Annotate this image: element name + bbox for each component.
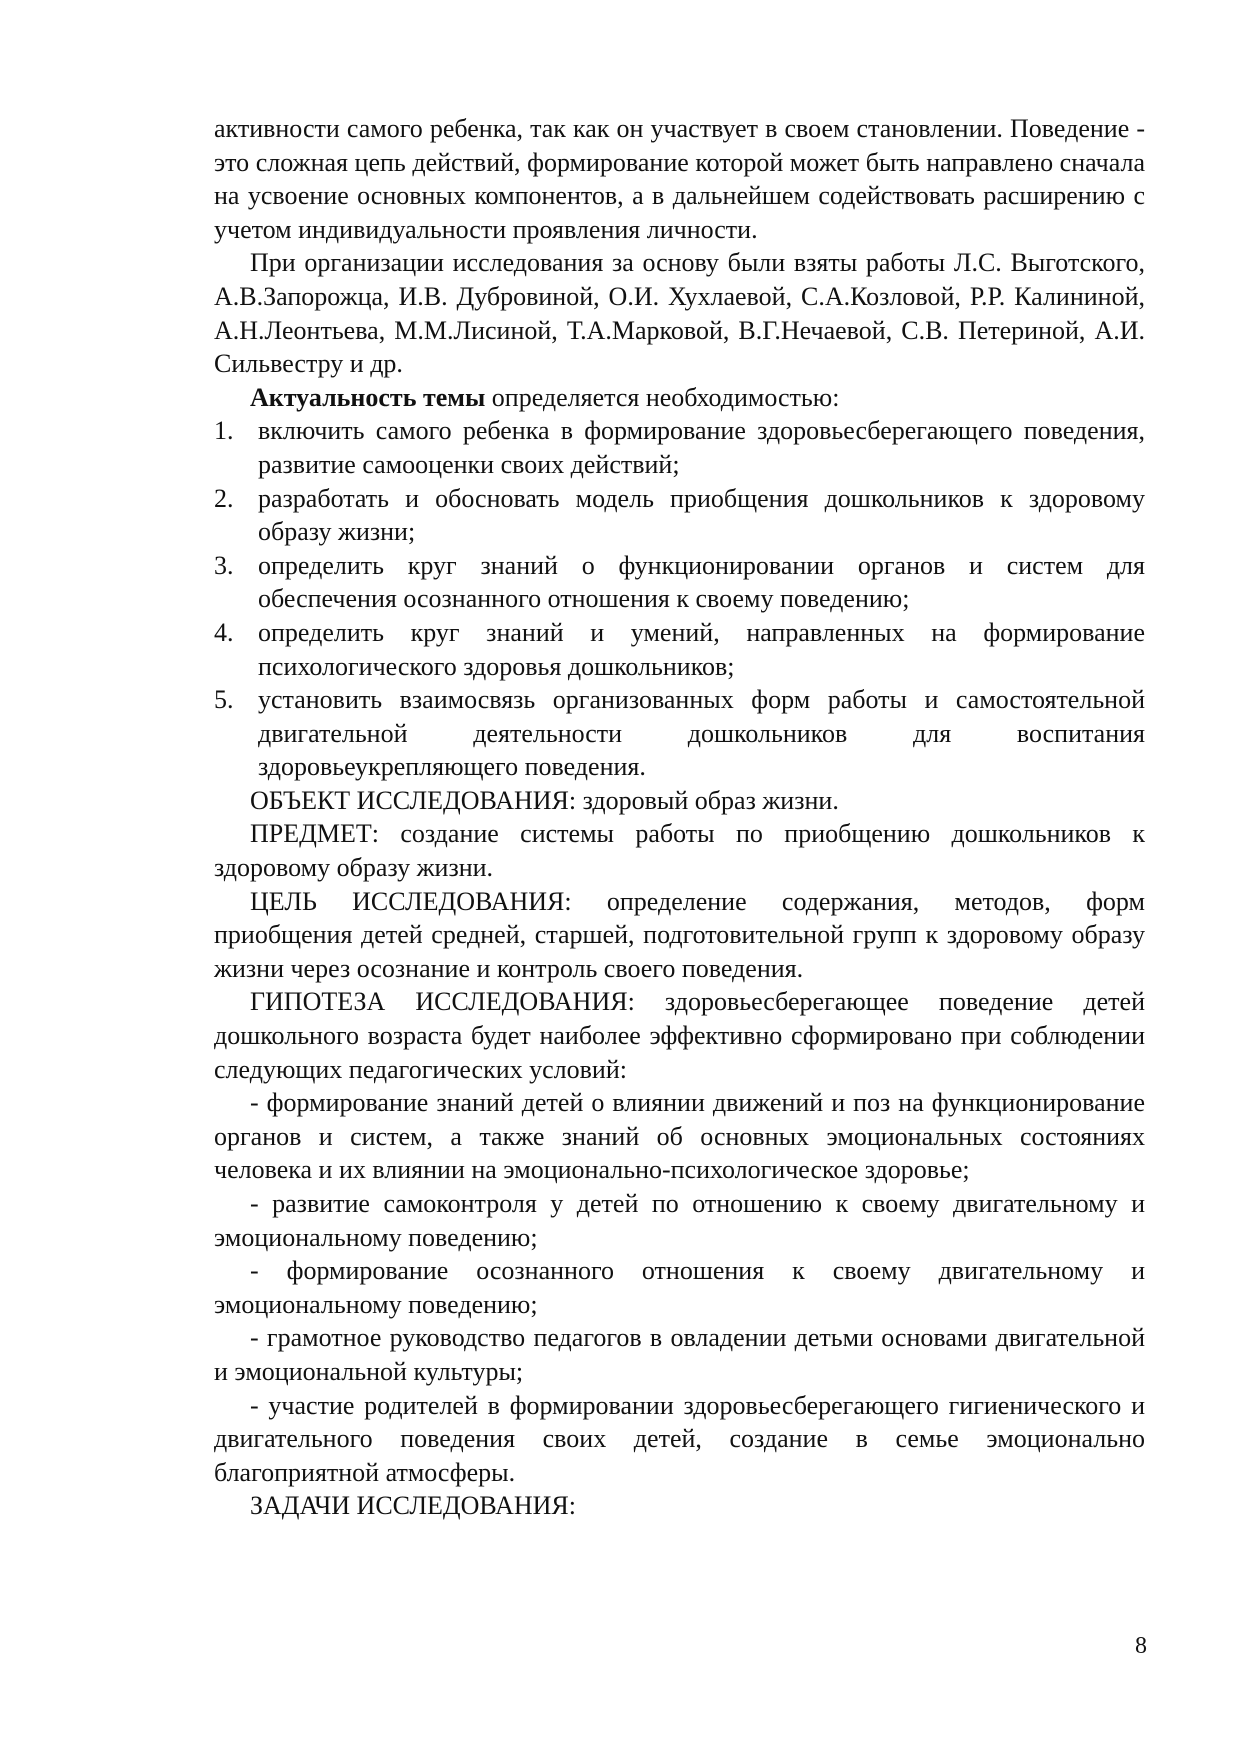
page-number: 8 [1135, 1633, 1147, 1659]
list-item-text: определить круг знаний и умений, направленных на формирование психологического здоровья дошкольников; [258, 617, 1145, 681]
paragraph-goal: ЦЕЛЬ ИССЛЕДОВАНИЯ: определение содержания, методов, форм приобщения детей средней, старшей, подготовительной групп к здоровому образу жизни через осознание и контроль своего поведения. [214, 886, 1145, 983]
list-item-text: разработать и обосновать модель приобщения дошкольников к здоровому образу жизни; [258, 483, 1145, 547]
relevance-text: определяется необходимостью: [485, 382, 840, 412]
condition-item: - формирование знаний детей о влиянии движений и поз на функционирование органов и систем, а также знаний об основных эмоциональных состояниях человека и их влиянии на эмоционально-психологическое здоровье; [214, 1088, 1145, 1185]
list-item-number: 4. [214, 617, 234, 647]
list-item [214, 549, 1145, 616]
list-item [214, 482, 1145, 549]
list-item-text: включить самого ребенка в формирование здоровьесберегающего поведения, развитие самооценки своих действий; [258, 416, 1145, 479]
condition-item: - формирование осознанного отношения к своему двигательному и эмоциональному поведению; [214, 1256, 1145, 1319]
paragraph-hypothesis: ГИПОТЕЗА ИССЛЕДОВАНИЯ: здоровьесберегающее поведение детей дошкольного возраста будет наиболее эффективно сформировано при соблюдении следующих педагогических условий: [214, 987, 1145, 1084]
list-item-text: определить круг знаний о функционировании органов и систем для обеспечения осознанного отношения к своему поведению; [258, 550, 1145, 614]
relevance-heading: Актуальность темы [250, 382, 486, 412]
condition-item: - грамотное руководство педагогов в овладении детьми основами двигательной и эмоциональной культуры; [214, 1323, 1145, 1386]
document-page [214, 112, 1145, 1523]
list-item-number: 1. [214, 416, 234, 446]
list-item [214, 414, 1145, 481]
paragraph-object: ОБЪЕКТ ИССЛЕДОВАНИЯ: здоровый образ жизни. [250, 785, 839, 815]
paragraph-intro: активности самого ребенка, так как он участвует в своем становлении. Поведение - это сложная цепь действий, формирование которой может быть направлено сначала на усвоение основных компонентов, а в дальнейшем содействовать расширению с учетом индивидуальности проявления личности. [214, 114, 1145, 244]
list-item [214, 683, 1145, 784]
paragraph-tasks: ЗАДАЧИ ИССЛЕДОВАНИЯ: [250, 1491, 576, 1521]
paragraph-subject: ПРЕДМЕТ: создание системы работы по приобщению дошкольников к здоровому образу жизни. [214, 819, 1145, 883]
list-item-number: 2. [214, 483, 234, 513]
condition-item: - развитие самоконтроля у детей по отношению к своему двигательному и эмоциональному поведению; [214, 1189, 1145, 1252]
list-item [214, 616, 1145, 683]
condition-item: - участие родителей в формировании здоровьесберегающего гигиенического и двигательного поведения своих детей, создание в семье эмоционально благоприятной атмосферы. [214, 1390, 1145, 1487]
relevance-list [214, 414, 1145, 784]
paragraph-relevance [214, 381, 1145, 415]
paragraph-sources: При организации исследования за основу были взяты работы Л.С. Выготского, А.В.Запорожца, И.В. Дубровиной, О.И. Хухлаевой, С.А.Козловой, Р.Р. Калининой, А.Н.Леонтьева, М.М.Лисиной, Т.А.Марковой, В.Г.Нечаевой, С.В. Петериной, А.И. Сильвестру и др. [214, 248, 1145, 379]
list-item-number: 5. [214, 685, 234, 715]
list-item-number: 3. [214, 550, 234, 580]
list-item-text: установить взаимосвязь организованных форм работы и самостоятельной двигательной деятельности дошкольников для воспитания здоровьеукрепляющего поведения. [258, 685, 1145, 782]
